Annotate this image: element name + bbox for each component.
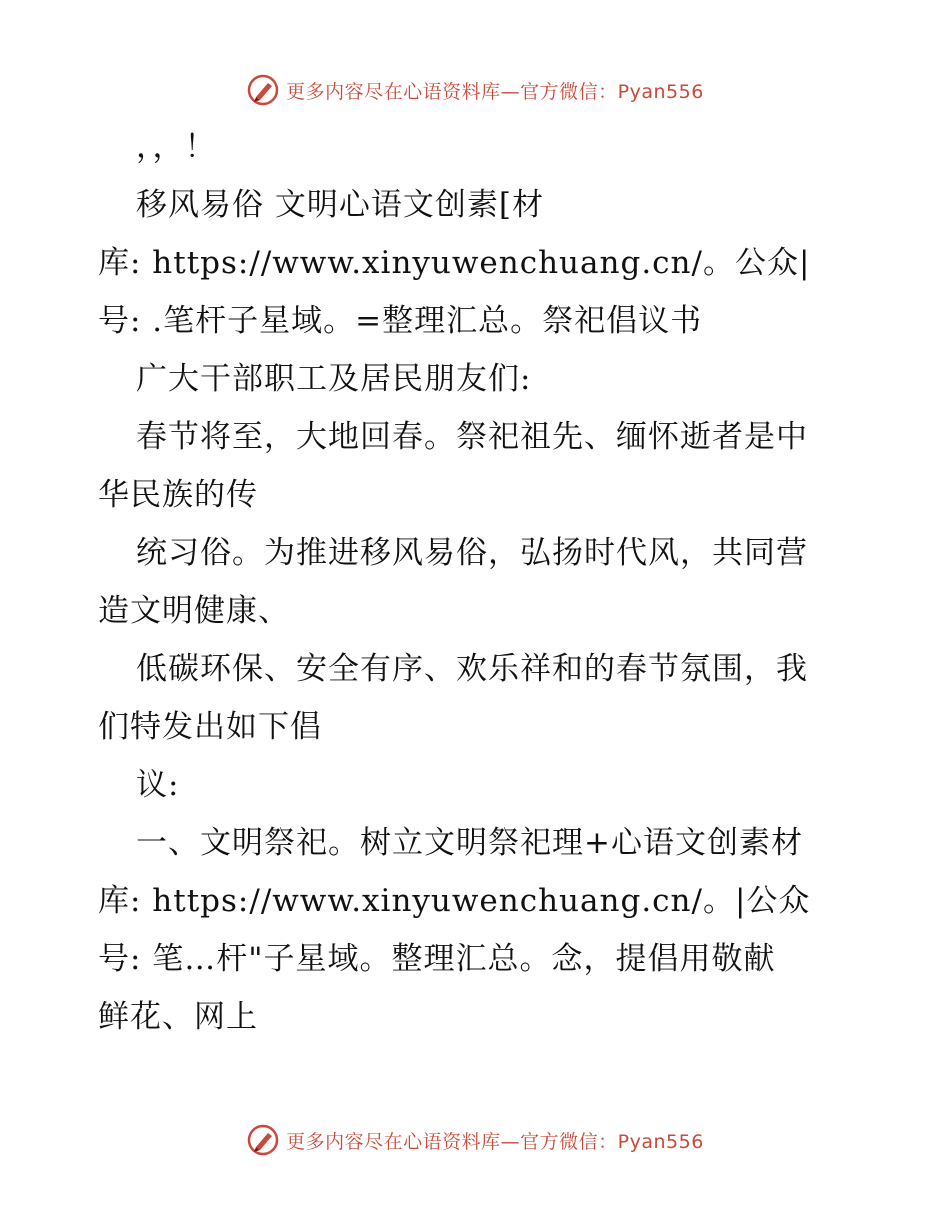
pen-logo-icon: [246, 1123, 280, 1157]
text-line: 们特发出如下倡: [98, 709, 322, 745]
text-line: 库: https://www.xinyuwenchuang.cn/。|公众: [98, 883, 811, 919]
header-banner-text: 更多内容尽在心语资料库—官方微信：Pyan556: [286, 80, 704, 103]
text-line: 号: .笔杆子星域。=整理汇总。祭祀倡议书: [98, 303, 703, 339]
pen-logo-icon: [246, 73, 280, 107]
text-line: 库: https://www.xinyuwenchuang.cn/。公众|: [98, 245, 811, 281]
text-line: ，，！: [136, 129, 217, 165]
text-line: 议:: [136, 767, 180, 803]
text-line: 移风易俗 文明心语文创素[材: [136, 187, 544, 223]
text-line: 号: 笔…杆"子星域。整理汇总。念，提倡用敬献: [98, 941, 776, 977]
text-line: 造文明健康、: [98, 593, 290, 629]
text-line: 春节将至，大地回春。祭祀祖先、缅怀逝者是中: [136, 419, 808, 455]
text-line: 低碳环保、安全有序、欢乐祥和的春节氛围，我: [136, 651, 808, 687]
text-line: 统习俗。为推进移风易俗，弘扬时代风，共同营: [136, 535, 808, 571]
header-banner: [0, 70, 950, 110]
text-line: 鲜花、网上: [98, 999, 258, 1035]
document-body: [98, 118, 858, 1046]
text-line: 广大干部职工及居民朋友们:: [136, 361, 532, 397]
text-line: 一、文明祭祀。树立文明祭祀理+心语文创素材: [136, 825, 803, 861]
footer-banner: [0, 1120, 950, 1160]
text-line: 华民族的传: [98, 477, 258, 513]
text-lines: [98, 118, 858, 1046]
footer-banner-text: 更多内容尽在心语资料库—官方微信：Pyan556: [286, 1130, 704, 1153]
